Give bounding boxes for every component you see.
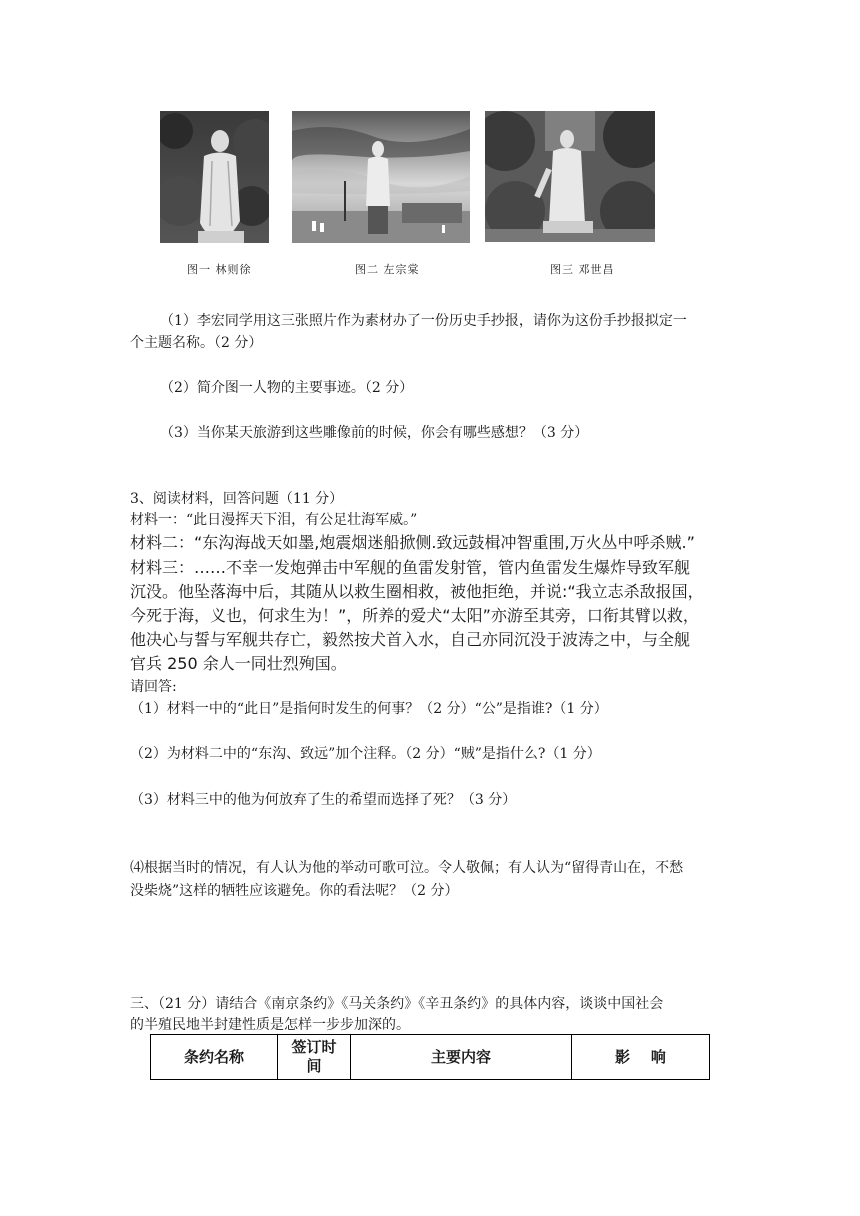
q2-sub3: （3）当你某天旅游到这些雕像前的时候，你会有哪些感想？（3 分） [160,425,589,441]
figure-2-caption: 图二 左宗棠 [355,263,420,276]
section3-line1: 三、（21 分）请结合《南京条约》《马关条约》《辛丑条约》的具体内容，谈谈中国社会 [130,996,664,1012]
header-signing-time-line1: 签订时 [291,1038,337,1056]
treaty-table [150,1034,710,1080]
q3-material3-line3: 今死于海，义也，何求生为！”，所养的爱犬“太阳”亦游至其旁，口衔其臂以救， [130,606,699,625]
header-main-content: 主要内容 [351,1035,572,1080]
q3-material3-line2: 沉没。他坠落海中后，其随从以救生圈相救，被他拒绝，并说:“我立志杀敌报国， [130,582,704,601]
q3-material3-line4: 他决心与誓与军舰共存亡，毅然按犬首入水，自己亦同沉没于波涛之中，与全舰 [130,630,691,649]
q3-material2: 材料二：“东沟海战天如墨,炮震烟迷船掀侧.致远鼓楫冲智重围,万火丛中呼杀贼.” [130,533,695,552]
q3-heading: 3、阅读材料，回答问题（11 分） [130,491,344,507]
q2-sub1-line1: （1）李宏同学用这三张照片作为素材办了一份历史手抄报，请你为这份手抄报拟定一 [160,313,687,329]
q2-sub2: （2）简介图一人物的主要事迹。（2 分） [160,380,414,396]
q3-sub3: （3）材料三中的他为何放弃了生的希望而选择了死？（3 分） [130,792,517,808]
figure-3-caption: 图三 邓世昌 [550,263,615,276]
q3-sub1: （1）材料一中的“此日”是指何时发生的何事？（2 分）“公”是指谁?（1 分） [130,701,608,717]
figure-2-photo [292,111,470,243]
q3-sub2: （2）为材料二中的“东沟、致远”加个注释。（2 分）“贼”是指什么?（1 分） [130,746,601,762]
header-signing-time [278,1035,351,1080]
header-treaty-name: 条约名称 [151,1035,278,1080]
q3-material3-line1: 材料三：……不幸一发炮弹击中军舰的鱼雷发射管，管内鱼雷发生爆炸导致军舰 [130,558,691,577]
figure-1-caption: 图一 林则徐 [187,263,252,276]
header-signing-time-line2: 间 [306,1057,322,1075]
figure-1-photo [160,111,269,243]
q3-prompt: 请回答: [130,679,177,695]
section3-line2: 的半殖民地半封建性质是怎样一步步加深的。 [130,1017,410,1033]
table-header-row [151,1035,710,1080]
q2-sub1-line2: 个主题名称。（2 分） [130,335,263,351]
q3-material1: 材料一：“此日漫挥天下泪，有公足壮海军威。” [130,512,418,528]
q3-material3-line5: 官兵 250 余人一同壮烈殉国。 [130,654,347,673]
figure-3-photo [485,111,655,242]
q3-sub4-line2: 没柴烧”这样的牺牲应该避免。你的看法呢？（2 分） [130,883,459,899]
q3-sub4-line1: ⑷根据当时的情况，有人认为他的举动可歌可泣。令人敬佩；有人认为“留得青山在，不愁 [130,860,684,876]
header-impact: 影 响 [572,1035,710,1080]
